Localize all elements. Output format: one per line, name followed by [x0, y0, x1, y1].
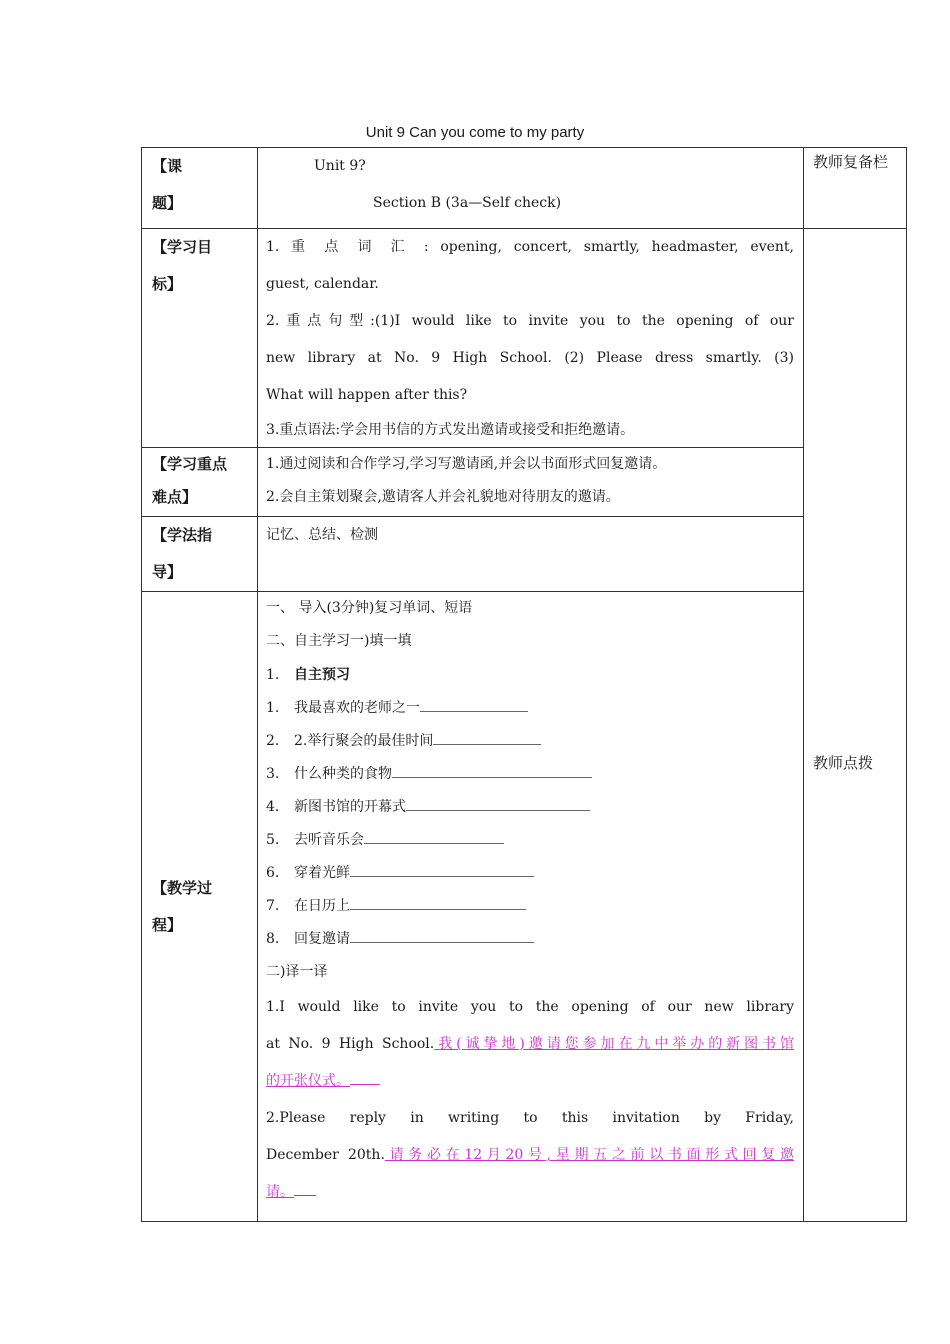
- item-text: 在日历上: [294, 898, 350, 914]
- row-topic: [142, 148, 907, 229]
- label-process-line1: 【教学过: [152, 879, 213, 897]
- row-method: [142, 517, 907, 592]
- key-point-2: 2.会自主策划聚会,邀请客人并会礼貌地对待朋友的邀请。: [266, 489, 620, 505]
- fill-blank[interactable]: [350, 897, 526, 910]
- key-points-content: [258, 448, 804, 517]
- topic-content: [258, 148, 804, 229]
- translation-2-answer-cont: 请。: [266, 1184, 294, 1200]
- item-num: 8.: [266, 931, 280, 947]
- translation-2-answer: 请务必在12月20号,星期五之前以书面形式回复邀: [384, 1147, 795, 1163]
- list-item: [266, 758, 794, 791]
- row-key-points: [142, 448, 907, 517]
- objectives-content: [258, 229, 804, 448]
- intro-line: 一、 导入(3分钟)复习单词、短语: [266, 600, 473, 616]
- label-objectives: [142, 229, 258, 448]
- translation-1-en: at No. 9 High School.: [266, 1036, 435, 1052]
- list-item: [266, 857, 794, 890]
- method-content: [258, 517, 804, 592]
- key-point-1: 1.通过阅读和合作学习,学习写邀请函,并会以书面形式回复邀请。: [266, 456, 667, 472]
- sentence-line2: new library at No. 9 High School. (2) Please dress smartly. (3): [266, 350, 794, 366]
- list-item: [266, 890, 794, 923]
- item-text: 我最喜欢的老师之一: [294, 700, 420, 716]
- fill-blank[interactable]: [406, 798, 590, 811]
- translate-heading: 二)译一译: [266, 964, 328, 980]
- translation-1-line3: [266, 1063, 794, 1100]
- item-text: 回复邀请: [294, 931, 350, 947]
- label-method-line1: 【学法指: [152, 527, 213, 544]
- row-process: [142, 592, 907, 1222]
- item-text: 穿着光鲜: [294, 865, 350, 881]
- item-text: 去听音乐会: [294, 832, 364, 848]
- fill-blank[interactable]: [364, 831, 504, 844]
- teacher-review-label: 教师复备栏: [813, 153, 889, 171]
- teacher-tips-column: [804, 229, 907, 1222]
- translation-2-line2: [266, 1137, 794, 1174]
- item-num: 6.: [266, 865, 280, 881]
- preview-title: 自主预习: [294, 666, 350, 682]
- lesson-plan-table: [141, 147, 907, 1222]
- list-item: [266, 692, 794, 725]
- process-content: [258, 592, 804, 1222]
- list-item: [266, 824, 794, 857]
- document-title: Unit 9 Can you come to my party: [365, 124, 585, 141]
- label-objectives-line1: 【学习目: [152, 239, 213, 256]
- item-num: 1.: [266, 700, 280, 716]
- translation-2-line3: [266, 1174, 794, 1211]
- vocab-line2: guest, calendar.: [266, 276, 379, 292]
- label-key-points: [142, 448, 258, 517]
- item-num: 7.: [266, 898, 280, 914]
- list-item: [266, 725, 794, 758]
- fill-blank[interactable]: [350, 864, 534, 877]
- vocab-line1: 1. 重 点 词 汇 : opening, concert, smartly, headmaster, event,: [266, 239, 794, 255]
- label-key-points-line1: 【学习重点: [152, 456, 228, 473]
- item-text: 2.举行聚会的最佳时间: [294, 733, 434, 749]
- item-text: 新图书馆的开幕式: [294, 799, 406, 815]
- teacher-review-column: [804, 148, 907, 229]
- label-process-line2: 程】: [152, 916, 183, 934]
- label-objectives-line2: 标】: [152, 276, 183, 293]
- sentence-line1: 2.重点句型:(1)I would like to invite you to the opening of our: [266, 313, 794, 329]
- translation-2-en: December 20th.: [266, 1147, 385, 1163]
- label-topic-line1: 【课: [152, 158, 183, 175]
- preview-heading: [266, 658, 794, 692]
- item-num: 3.: [266, 766, 280, 782]
- translation-1-line1: 1.I would like to invite you to the opening of our new library: [266, 999, 794, 1015]
- topic-section: Section B (3a—Self check): [373, 195, 562, 211]
- label-topic: [142, 148, 258, 229]
- row-objectives: [142, 229, 907, 448]
- label-method-line2: 导】: [152, 564, 183, 581]
- translation-1-answer: 我(诚挚地)邀请您参加在九中举办的新图书馆: [434, 1036, 794, 1052]
- topic-unit: Unit 9?: [314, 158, 366, 174]
- fill-blank[interactable]: [433, 732, 541, 745]
- label-method: [142, 517, 258, 592]
- list-item: [266, 791, 794, 824]
- list-item: [266, 923, 794, 956]
- self-study-line: 二、自主学习一)填一填: [266, 633, 412, 649]
- item-num: 5.: [266, 832, 280, 848]
- grammar-line: 3.重点语法:学会用书信的方式发出邀请或接受和拒绝邀请。: [266, 422, 635, 438]
- fill-blank[interactable]: [420, 699, 528, 712]
- translation-2-line1: 2.Please reply in writing to this invitation by Friday,: [266, 1110, 794, 1126]
- teacher-tips-label: 教师点拨: [813, 754, 874, 772]
- fill-blank[interactable]: [392, 765, 592, 778]
- label-key-points-line2: 难点】: [152, 489, 198, 506]
- answer-underline: [294, 1183, 316, 1196]
- item-num: 2.: [266, 733, 280, 749]
- preview-num: 1.: [266, 667, 280, 683]
- translation-1-answer-cont: 的开张仪式。: [266, 1073, 350, 1089]
- fill-blank[interactable]: [350, 930, 534, 943]
- translation-1-line2: [266, 1026, 794, 1063]
- item-num: 4.: [266, 799, 280, 815]
- item-text: 什么种类的食物: [294, 766, 392, 782]
- label-process: [142, 592, 258, 1222]
- label-topic-line2: 题】: [152, 195, 183, 212]
- answer-underline: [350, 1072, 380, 1085]
- sentence-line3: What will happen after this?: [266, 387, 468, 403]
- method-text: 记忆、总结、检测: [266, 527, 378, 543]
